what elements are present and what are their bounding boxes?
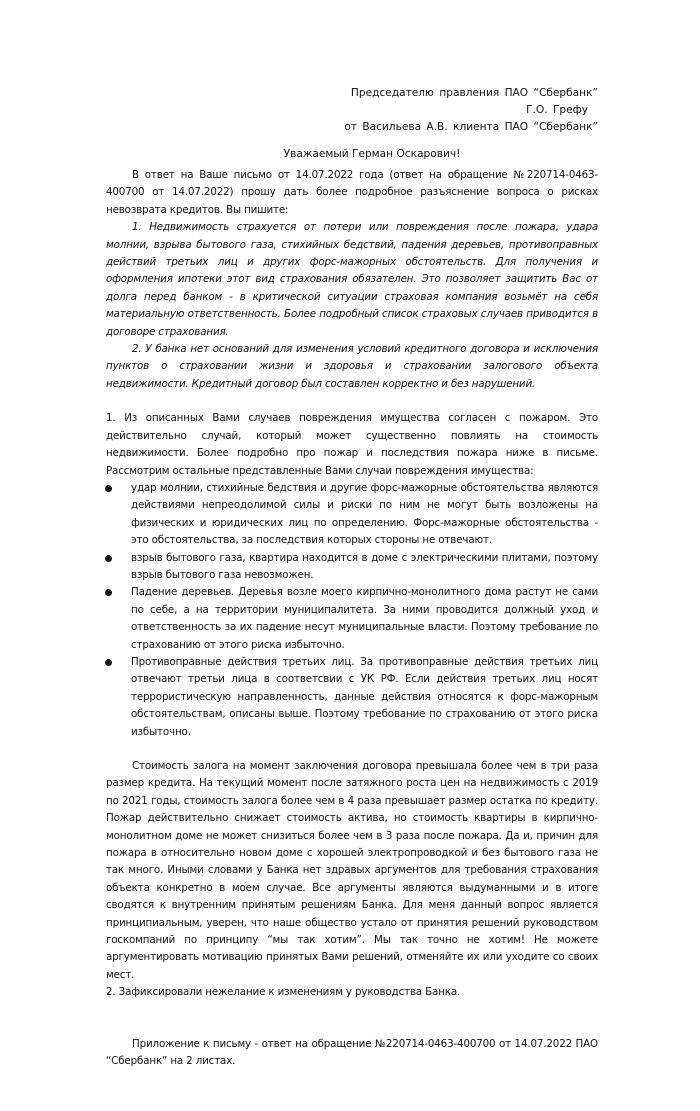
- bullet-text: взрыв бытового газа, квартира находится в доме с электрическими плитами, поэтому взрыв бытового газа невозможен.: [131, 551, 598, 581]
- bullet-text: Противоправные действия третьих лиц. За противоправные действия третьих лиц отвечают третьи лица в соответсвии с УК РФ. Если действия третьих лиц носят террористическую направленность, данные действия относятся к форс-мажорным обстоятельствам, описаны выше. Поэтому требование по страхованию от этого риска избыточно.: [131, 655, 598, 738]
- risk-bullet-list: [106, 480, 598, 741]
- point-1-paragraph: 1. Из описанных Вами случаев повреждения имущества согласен с пожаром. Это действительно случай, который может существенно повлиять на стоимость недвижимости. Более подробно про пожар и последствия пожара ниже в письме. Рассмотрим остальные представленные Вами случаи повреждения имущества:: [106, 412, 598, 477]
- addressee-line-3: от Васильева А.В. клиента ПАО “Сбербанк”: [344, 121, 598, 133]
- bullet-icon: [105, 555, 112, 562]
- intro-paragraph: В ответ на Ваше письмо от 14.07.2022 года (ответ на обращение №220714-0463-400700 от 14.07.2022) прошу дать более подробное разъяснение вопроса о рисках невозврата кредитов. Вы пишите:: [106, 169, 598, 216]
- quote-paragraph-2: 2. У банка нет оснований для изменения условий кредитного договора и исключения пунктов о страховании жизни и здоровья и страховании залогового объекта недвижимости. Кредитный договор был составлен корректно и без нарушений.: [106, 343, 598, 390]
- letter-page: [106, 0, 598, 1111]
- bullet-icon: [105, 485, 112, 492]
- bullet-icon: [105, 589, 112, 596]
- bullet-text: Падение деревьев. Деревья возле моего кирпично-монолитного дома растут не сами по себе, а на территории муниципалитета. За ними проводится должный уход и ответственность за их падение несут муниципальные власти. Поэтому требование по страхованию от этого риска избыточно.: [131, 586, 598, 651]
- addressee-block: [106, 85, 598, 136]
- bullet-item: [106, 550, 598, 585]
- bullet-icon: [105, 659, 112, 666]
- addressee-line-1: Председателю правления ПАО “Сбербанк”: [350, 87, 598, 99]
- point-2-paragraph: 2. Зафиксировали нежелание к изменениям у руководства Банка.: [106, 986, 461, 999]
- greeting: Уважаемый Герман Оскарович!: [283, 148, 461, 160]
- bullet-item: [106, 584, 598, 654]
- addressee-line-2: Г.О. Грефу: [526, 104, 588, 116]
- bullet-item: [106, 480, 598, 550]
- bullet-text: удар молнии, стихийные бедствия и другие форс-мажорные обстоятельства являются действиями непреодолимой силы и риски по ним не могут быть возложены на физических и юридических лиц по определению. Форс-мажорные обстоятельства - это обстоятельства, за последствия которых стороны не отвечают.: [131, 481, 598, 547]
- collateral-paragraph: Стоимость залога на момент заключения договора превышала более чем в три раза размер кредита. На текущий момент после затяжного роста цен на недвижимость с 2019 по 2021 годы, стоимость залога более чем в 4 раза превышает размер остатка по кредиту. Пожар действительно снижает стоимость актива, но стоимость квартиры в кирпично-монолитном доме не может снизиться более чем в 3 раза после пожара. Да и, причин для пожара в относительно новом доме с хорошей электропроводкой и без бытового газа не так много. Иными словами у Банка нет здравых аргументов для требования страхования объекта конкретно в моем случае. Все аргументы являются выдуманными и в итоге сводятся к внутренним принятым решениям Банка. Для меня данный вопрос является принципиальным, уверен, что наше общество устало от принятия решений руководством госкомпаний по принципу “мы так хотим”. Мы так точно не хотим! Не можете аргументировать мотивацию принятых Вами решений, отменяйте их или уходите со своих мест.: [106, 760, 598, 981]
- attachment-note: Приложение к письму - ответ на обращение №220714-0463-400700 от 14.07.2022 ПАО “Сбербанк” на 2 листах.: [106, 1037, 598, 1068]
- bullet-item: [106, 654, 598, 741]
- quote-paragraph-1: 1. Недвижимость страхуется от потери или повреждения после пожара, удара молнии, взрыва бытового газа, стихийных бедствий, падения деревьев, противоправных действий третьих лиц и других форс-мажорных обстоятельств. Для получения и оформления ипотеки этот вид страхования обязателен. Это позволяет защитить Вас от долга перед банком - в критической ситуации страховая компания возьмёт на себя материальную ответственность. Более подробный список страховых случаев приводится в договоре страхования.: [106, 221, 598, 338]
